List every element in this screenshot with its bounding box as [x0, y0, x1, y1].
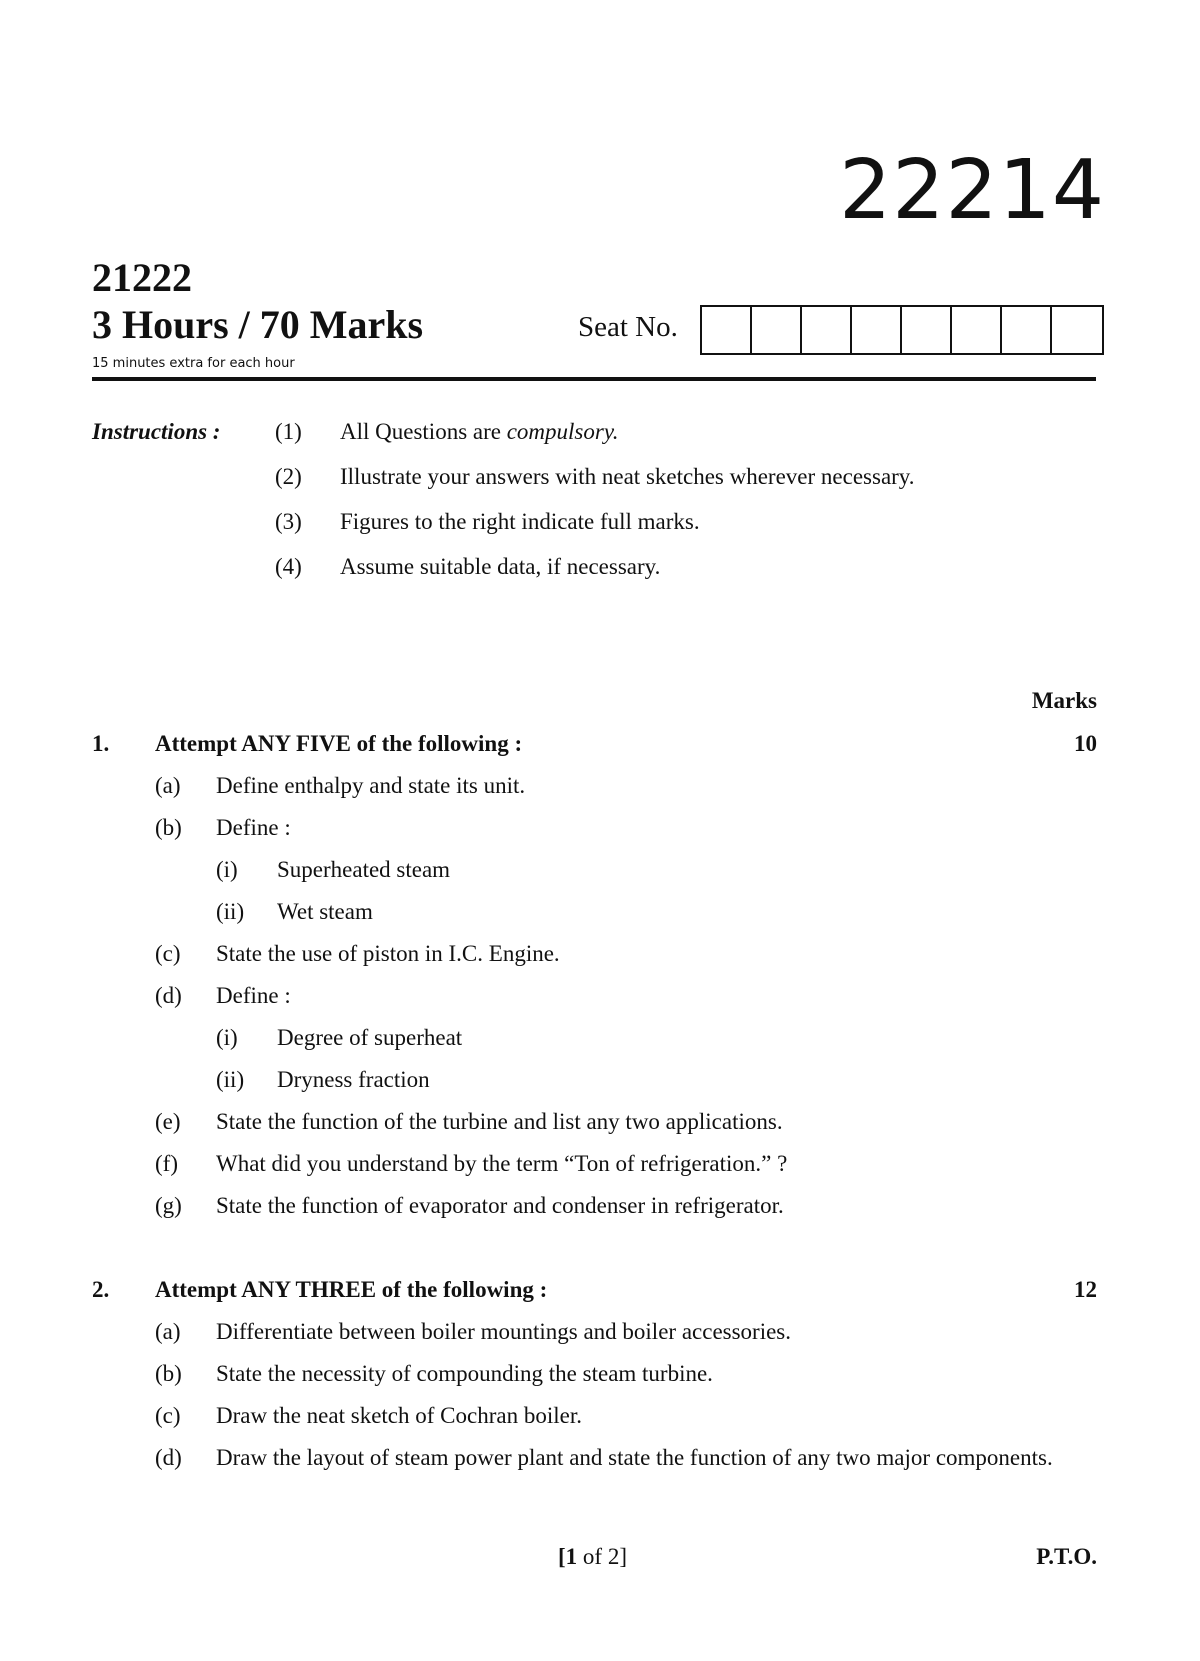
- page-indicator: [558, 1544, 627, 1570]
- subpart-text: Dryness fraction: [277, 1067, 430, 1092]
- part-text: Define enthalpy and state its unit.: [216, 773, 526, 798]
- part-text: State the necessity of compounding the steam turbine.: [216, 1361, 713, 1386]
- duration-marks: 3 Hours / 70 Marks: [92, 302, 424, 347]
- part-text: Define :: [216, 983, 291, 1008]
- seat-number-box[interactable]: [1002, 307, 1052, 353]
- instruction-number: (2): [275, 464, 302, 489]
- marks-column-heading: Marks: [1031, 688, 1097, 713]
- part-label: (d): [155, 983, 182, 1008]
- part-text: Draw the neat sketch of Cochran boiler.: [216, 1403, 582, 1428]
- subpart-label: (ii): [216, 1067, 245, 1092]
- part-text: State the function of evaporator and condenser in refrigerator.: [216, 1193, 784, 1218]
- question-title: Attempt ANY FIVE of the following :: [155, 731, 523, 756]
- subpart-text: Superheated steam: [277, 857, 451, 882]
- extra-time-note: 15 minutes extra for each hour: [92, 356, 295, 371]
- part-label: (a): [155, 773, 181, 798]
- seat-number-box[interactable]: [802, 307, 852, 353]
- instruction-number: (1): [275, 419, 302, 444]
- part-text: State the use of piston in I.C. Engine.: [216, 941, 560, 966]
- instructions-heading: Instructions :: [92, 419, 221, 444]
- subpart-label: (i): [216, 1025, 238, 1050]
- seat-number-box[interactable]: [702, 307, 752, 353]
- instruction-text: Assume suitable data, if necessary.: [340, 554, 661, 579]
- question-number: 2.: [92, 1277, 110, 1302]
- part-label: (c): [155, 941, 181, 966]
- question-number: 1.: [92, 731, 110, 756]
- seat-number-box[interactable]: [902, 307, 952, 353]
- seat-number-box[interactable]: [952, 307, 1002, 353]
- part-label: (g): [155, 1193, 182, 1218]
- part-label: (a): [155, 1319, 181, 1344]
- page-number: 1: [565, 1544, 578, 1569]
- part-text: State the function of the turbine and list any two applications.: [216, 1109, 783, 1134]
- part-label: (b): [155, 1361, 182, 1386]
- page-bracket-open: [: [558, 1544, 566, 1569]
- seat-number-label: Seat No.: [578, 311, 678, 343]
- instruction-text: [340, 419, 619, 445]
- instruction-number: (3): [275, 509, 302, 534]
- question-marks: 10: [1074, 731, 1097, 756]
- part-label: (c): [155, 1403, 181, 1428]
- subpart-text: Degree of superheat: [277, 1025, 463, 1050]
- instruction-text-emphasis: compulsory.: [506, 419, 619, 444]
- part-text: Differentiate between boiler mountings and boiler accessories.: [216, 1319, 792, 1344]
- part-label: (d): [155, 1445, 182, 1470]
- header-divider: [92, 377, 1096, 381]
- subpart-label: (i): [216, 857, 238, 882]
- part-text: Draw the layout of steam power plant and state the function of any two major components.: [216, 1445, 1053, 1470]
- instruction-number: (4): [275, 554, 302, 579]
- subpart-text: Wet steam: [277, 899, 373, 924]
- seat-number-box[interactable]: [752, 307, 802, 353]
- seat-number-boxes[interactable]: [700, 305, 1104, 355]
- paper-code: 22214: [839, 143, 1105, 238]
- seat-number-box[interactable]: [1052, 307, 1102, 353]
- question-marks: 12: [1074, 1277, 1097, 1302]
- instruction-text: Figures to the right indicate full marks.: [340, 509, 700, 534]
- part-text: Define :: [216, 815, 291, 840]
- question-title: Attempt ANY THREE of the following :: [155, 1277, 548, 1302]
- instruction-text-plain: All Questions are: [340, 419, 507, 444]
- subpart-label: (ii): [216, 899, 245, 924]
- instruction-text: Illustrate your answers with neat sketches wherever necessary.: [340, 464, 915, 489]
- please-turn-over: P.T.O.: [1036, 1544, 1097, 1569]
- seat-number-box[interactable]: [852, 307, 902, 353]
- subject-code: 21222: [92, 255, 192, 300]
- part-label: (f): [155, 1151, 178, 1176]
- part-label: (b): [155, 815, 182, 840]
- page-total: of 2]: [577, 1544, 627, 1569]
- part-text: What did you understand by the term “Ton of refrigeration.” ?: [216, 1151, 788, 1176]
- part-label: (e): [155, 1109, 181, 1134]
